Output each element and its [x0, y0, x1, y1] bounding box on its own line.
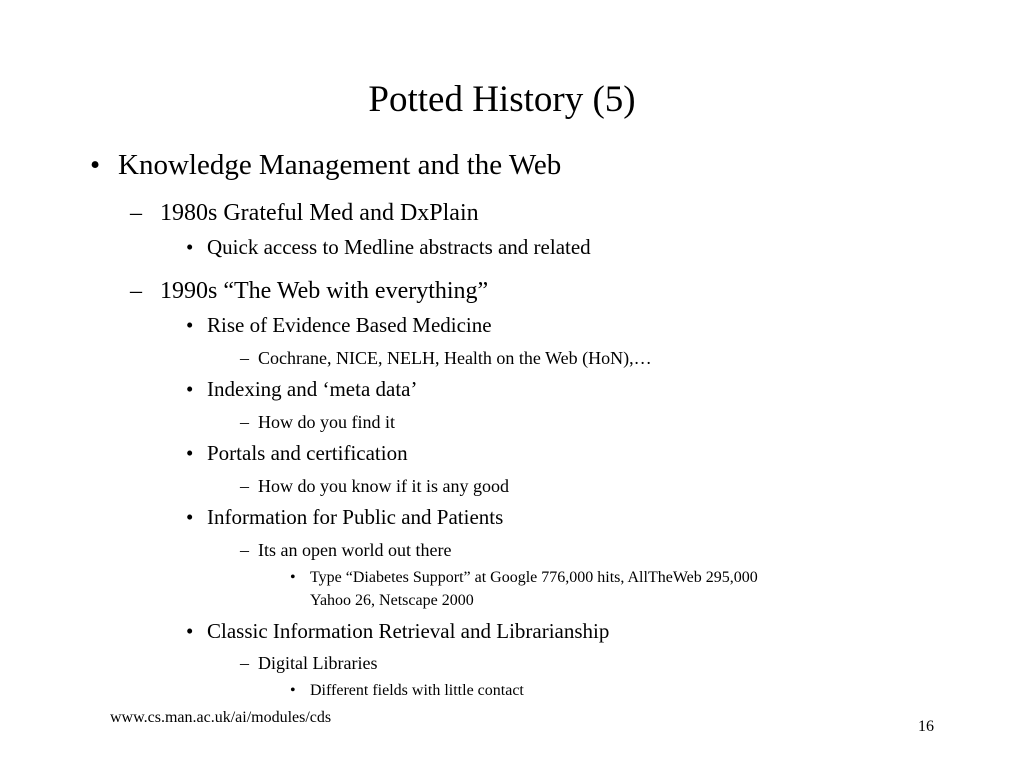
footer-url: www.cs.man.ac.uk/ai/modules/cds [110, 709, 332, 726]
item-quick-access: Quick access to Medline abstracts and related [207, 235, 591, 259]
bullet-marker: • [90, 149, 101, 181]
dash-marker: – [240, 653, 249, 673]
item-cochrane: Cochrane, NICE, NELH, Health on the Web (HoN),… [258, 348, 652, 368]
item-different-fields: Different fields with little contact [310, 682, 524, 699]
bullet-knowledge-management: Knowledge Management and the Web [118, 149, 562, 181]
item-diabetes-support-cont: Yahoo 26, Netscape 2000 [310, 592, 474, 609]
item-1980s: 1980s Grateful Med and DxPlain [160, 200, 479, 226]
dash-marker: – [240, 412, 249, 432]
item-evidence-based-medicine: Rise of Evidence Based Medicine [207, 313, 492, 337]
item-1990s: 1990s “The Web with everything” [160, 278, 489, 304]
page-number: 16 [918, 718, 934, 735]
dash-marker: – [240, 476, 249, 496]
item-diabetes-support: Type “Diabetes Support” at Google 776,000 hits, AllTheWeb 295,000 [310, 569, 758, 586]
dash-marker: – [130, 278, 142, 304]
bullet-marker: • [186, 619, 194, 643]
item-find-it: How do you find it [258, 412, 395, 432]
dash-marker: – [240, 348, 249, 368]
bullet-marker: • [186, 505, 194, 529]
bullet-marker: • [290, 682, 296, 699]
bullet-marker: • [290, 569, 296, 586]
item-any-good: How do you know if it is any good [258, 476, 509, 496]
item-open-world: Its an open world out there [258, 540, 452, 560]
slide-title: Potted History (5) [368, 79, 636, 120]
item-digital-libraries: Digital Libraries [258, 653, 378, 673]
item-indexing-meta-data: Indexing and ‘meta data’ [207, 377, 418, 401]
bullet-marker: • [186, 235, 194, 259]
bullet-marker: • [186, 377, 194, 401]
dash-marker: – [130, 200, 142, 226]
item-portals-certification: Portals and certification [207, 441, 408, 465]
dash-marker: – [240, 540, 249, 560]
item-classic-ir: Classic Information Retrieval and Librarianship [207, 619, 610, 643]
bullet-marker: • [186, 441, 194, 465]
bullet-marker: • [186, 313, 194, 337]
item-public-patients: Information for Public and Patients [207, 505, 504, 529]
